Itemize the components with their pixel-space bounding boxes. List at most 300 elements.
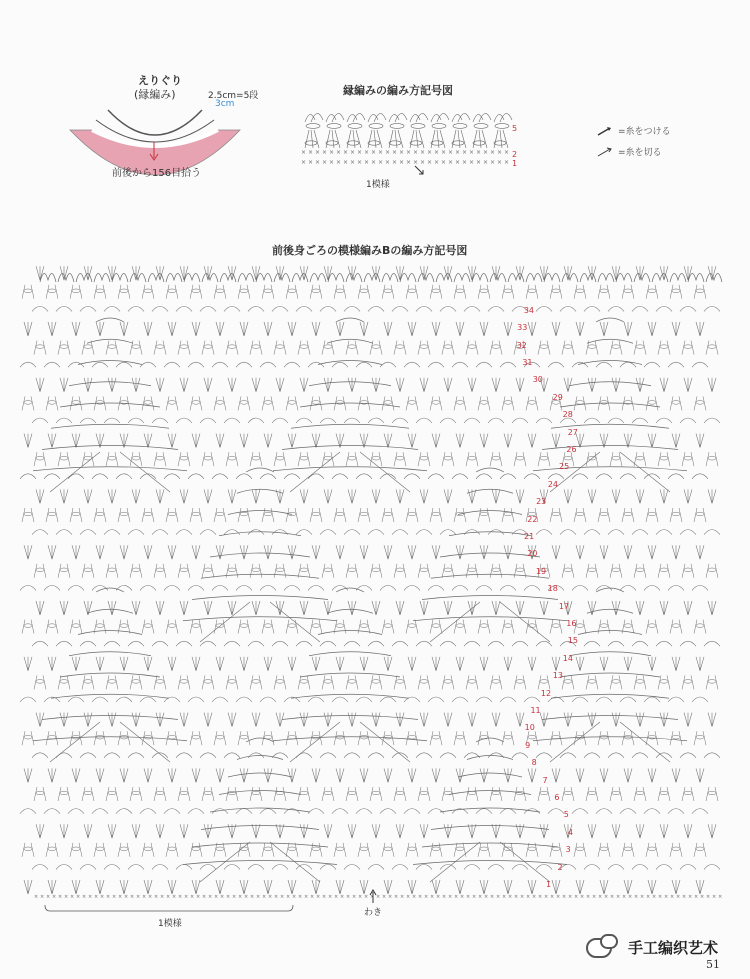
dc-fan-mark xyxy=(492,378,500,392)
sc-stitch-mark: × xyxy=(371,159,377,166)
chain-arc-mark xyxy=(428,474,444,479)
picot-mark xyxy=(410,113,428,122)
chain-loop-mark xyxy=(288,401,296,405)
chain-loop-mark xyxy=(132,345,140,349)
dc-fan-mark xyxy=(144,434,152,448)
dc-fan-mark xyxy=(156,601,164,615)
chain-arc-mark xyxy=(596,474,612,479)
dc-fan-mark xyxy=(348,378,356,392)
chain-loop-mark xyxy=(368,141,380,145)
chain-loop-mark xyxy=(372,568,380,572)
dc-fan-mark xyxy=(528,880,536,894)
chain-loop-mark xyxy=(564,680,572,684)
chain-loop-mark xyxy=(84,345,92,349)
picot-mark xyxy=(310,273,326,282)
row-number-18: 18 xyxy=(547,584,558,594)
chain-loop-mark xyxy=(492,345,500,349)
chain-loop-mark xyxy=(347,141,359,145)
chain-loop-mark xyxy=(204,456,212,460)
sc-stitch-mark: × xyxy=(420,159,426,166)
sc-stitch-mark: × xyxy=(308,159,314,166)
chain-arc-mark xyxy=(464,418,480,423)
dc-stitch-mark xyxy=(682,452,694,466)
dc-stitch-mark xyxy=(646,396,658,410)
sc-stitch-mark: × xyxy=(604,894,609,900)
dc-fan-mark xyxy=(132,824,140,838)
chain-loop-mark xyxy=(120,289,128,293)
dc-fan-mark xyxy=(396,489,404,503)
join-arrow-mark xyxy=(415,166,423,174)
dc-fan-mark xyxy=(96,657,104,671)
chain-arc-mark xyxy=(416,641,432,646)
pineapple-arc-mark xyxy=(33,467,187,471)
chain-arc-mark xyxy=(320,864,336,869)
chain-arc-mark xyxy=(404,474,420,479)
dc-stitch-mark xyxy=(22,285,34,299)
dc-fan-mark xyxy=(264,322,272,336)
chain-loop-mark xyxy=(516,568,524,572)
chain-loop-mark xyxy=(408,512,416,516)
dc-stitch-mark xyxy=(334,508,346,522)
dc-stitch-mark xyxy=(658,675,670,689)
chain-loop-mark xyxy=(360,289,368,293)
chain-arc-mark xyxy=(476,362,492,367)
dc-fan-mark xyxy=(600,768,608,782)
chain-arc-mark xyxy=(104,753,120,758)
dc-stitch-mark xyxy=(34,341,46,355)
dc-stitch-mark xyxy=(46,731,58,745)
dc-stitch-mark xyxy=(598,731,610,745)
chain-loop-mark xyxy=(480,847,488,851)
chain-loop-mark xyxy=(636,345,644,349)
pineapple-arc-mark xyxy=(587,339,633,343)
legend xyxy=(596,124,671,158)
chain-loop-mark xyxy=(48,401,56,405)
pineapple-arc-mark xyxy=(282,446,418,450)
dc-fan-mark xyxy=(84,489,92,503)
pineapple-arc-mark xyxy=(318,631,382,635)
chain-arc-mark xyxy=(464,306,480,311)
sc-stitch-mark: × xyxy=(520,894,525,900)
chain-loop-mark xyxy=(144,735,152,739)
sc-stitch-mark: × xyxy=(322,894,327,900)
chain-arc-mark xyxy=(104,418,120,423)
chain-loop-mark xyxy=(336,624,344,628)
pineapple-arc-mark xyxy=(51,424,169,428)
chain-arc-mark xyxy=(32,306,48,311)
sc-stitch-mark: × xyxy=(388,894,393,900)
sc-stitch-mark: × xyxy=(628,894,633,900)
dc-fan-mark xyxy=(180,601,188,615)
sc-stitch-mark: × xyxy=(130,894,135,900)
dc-stitch-mark xyxy=(106,564,118,578)
chain-loop-mark xyxy=(672,401,680,405)
dc-fan-mark xyxy=(360,657,368,671)
chain-loop-mark xyxy=(168,512,176,516)
dc-fan-mark xyxy=(216,434,224,448)
chain-loop-mark xyxy=(192,847,200,851)
dc-fan-mark xyxy=(696,434,704,448)
chain-loop-mark xyxy=(540,791,548,795)
chain-loop-mark xyxy=(453,124,467,129)
sc-stitch-mark: × xyxy=(550,894,555,900)
dc-stitch-mark xyxy=(526,285,538,299)
sc-stitch-mark: × xyxy=(496,894,501,900)
dc-stitch-mark xyxy=(550,285,562,299)
dc-fan-mark xyxy=(576,545,584,559)
dc-stitch-mark xyxy=(478,620,490,634)
picot-mark xyxy=(473,113,491,122)
picot-mark xyxy=(598,273,614,282)
dc-fan-mark xyxy=(240,768,248,782)
chain-loop-mark xyxy=(516,456,524,460)
chain-loop-mark xyxy=(192,735,200,739)
dc-stitch-mark xyxy=(490,452,502,466)
dc-fan-mark xyxy=(456,768,464,782)
dc-stitch-mark xyxy=(622,731,634,745)
chain-arc-mark xyxy=(464,864,480,869)
chain-loop-mark xyxy=(276,568,284,572)
dc-fan-mark xyxy=(24,768,32,782)
sc-stitch-mark: × xyxy=(178,894,183,900)
dc-fan-mark xyxy=(216,545,224,559)
dc-fan-mark xyxy=(48,880,56,894)
chain-loop-mark xyxy=(312,847,320,851)
dc-fan-mark xyxy=(120,768,128,782)
chain-arc-mark xyxy=(188,809,204,814)
pineapple-arc-mark xyxy=(327,609,373,613)
chain-loop-mark xyxy=(72,847,80,851)
pineapple-arc-mark xyxy=(467,756,513,760)
chain-arc-mark xyxy=(416,530,432,535)
chain-loop-mark xyxy=(396,456,404,460)
dc-fan-mark xyxy=(360,322,368,336)
chain-arc-mark xyxy=(296,641,312,646)
sc-stitch-mark: × xyxy=(418,894,423,900)
pineapple-arc-mark xyxy=(476,468,504,472)
chain-loop-mark xyxy=(348,456,356,460)
sc-stitch-mark: × xyxy=(124,894,129,900)
chain-loop-mark xyxy=(389,141,401,145)
dc-stitch-mark xyxy=(34,564,46,578)
chain-loop-mark xyxy=(444,345,452,349)
sc-stitch-mark: × xyxy=(350,159,356,166)
dc-stitch-mark xyxy=(286,620,298,634)
dc-stitch-mark xyxy=(346,675,358,689)
chain-arc-mark xyxy=(92,697,108,702)
chain-arc-mark xyxy=(188,474,204,479)
dc-stitch-mark xyxy=(418,452,430,466)
chain-arc-mark xyxy=(140,362,156,367)
chain-loop-mark xyxy=(264,289,272,293)
chain-arc-mark xyxy=(236,585,252,590)
collar-pickup-note: 前後から156目拾う xyxy=(112,168,202,179)
chain-loop-mark xyxy=(612,568,620,572)
dc-stitch-mark xyxy=(58,564,70,578)
dc-stitch-mark xyxy=(658,787,670,801)
sc-stitch-mark: × xyxy=(448,159,454,166)
dc-stitch-mark xyxy=(466,787,478,801)
chain-arc-mark xyxy=(404,585,420,590)
dc-fan-mark xyxy=(552,434,560,448)
chain-arc-mark xyxy=(656,306,672,311)
dc-stitch-mark xyxy=(622,508,634,522)
dc-stitch-mark xyxy=(70,285,82,299)
sc-stitch-mark: × xyxy=(406,149,412,156)
dc-fan-mark xyxy=(552,880,560,894)
chain-loop-mark xyxy=(288,624,296,628)
dc-stitch-mark xyxy=(154,675,166,689)
chain-loop-mark xyxy=(252,345,260,349)
chain-loop-mark xyxy=(492,568,500,572)
dc-fan-mark xyxy=(528,434,536,448)
dc-stitch-mark xyxy=(694,731,706,745)
edging-repeat-label: 1模様 xyxy=(366,180,390,190)
chain-arc-mark xyxy=(224,641,240,646)
collar-dim-width: 3cm xyxy=(215,99,235,109)
dc-stitch-mark xyxy=(94,508,106,522)
dc-stitch-mark xyxy=(538,452,550,466)
picot-mark xyxy=(508,273,524,282)
dc-stitch-mark xyxy=(202,675,214,689)
sc-stitch-mark: × xyxy=(616,894,621,900)
chain-arc-mark xyxy=(332,697,348,702)
chain-arc-mark xyxy=(416,306,432,311)
chain-loop-mark xyxy=(624,847,632,851)
pineapple-arc-mark xyxy=(87,339,133,343)
pineapple-arc-mark xyxy=(96,588,124,592)
dc-stitch-mark xyxy=(562,787,574,801)
dc-fan-mark xyxy=(132,601,140,615)
dc-fan-mark xyxy=(168,545,176,559)
dc-stitch-mark xyxy=(262,843,274,857)
chain-arc-mark xyxy=(284,362,300,367)
dc-stitch-mark xyxy=(502,731,514,745)
dc-stitch-mark xyxy=(274,675,286,689)
sc-stitch-mark: × xyxy=(526,894,531,900)
chain-arc-mark xyxy=(344,530,360,535)
chain-arc-mark xyxy=(596,697,612,702)
dc-fan-mark xyxy=(408,545,416,559)
chain-loop-mark xyxy=(132,568,140,572)
dc-fan-mark xyxy=(420,824,428,838)
dc-stitch-mark xyxy=(370,675,382,689)
chain-arc-mark xyxy=(68,362,84,367)
pineapple-arc-mark xyxy=(467,489,513,493)
dc-fan-mark xyxy=(228,713,236,727)
dc-fan-mark xyxy=(684,713,692,727)
chain-arc-mark xyxy=(536,306,552,311)
dc-stitch-mark xyxy=(610,452,622,466)
chain-loop-mark xyxy=(636,568,644,572)
sc-stitch-mark: × xyxy=(301,159,307,166)
dc-fan-mark xyxy=(156,824,164,838)
dc-fan-mark xyxy=(180,378,188,392)
dc-fan-mark xyxy=(348,489,356,503)
pineapple-arc-mark xyxy=(422,596,558,600)
chain-loop-mark xyxy=(588,568,596,572)
dc-fan-mark xyxy=(636,601,644,615)
dc-fan-mark xyxy=(564,378,572,392)
chain-arc-mark xyxy=(272,306,288,311)
pineapple-arc-mark xyxy=(309,652,391,656)
dc-stitch-mark xyxy=(586,787,598,801)
chain-arc-mark xyxy=(656,530,672,535)
chain-arc-mark xyxy=(260,474,276,479)
chain-arc-mark xyxy=(356,362,372,367)
chain-loop-mark xyxy=(636,791,644,795)
dc-fan-mark xyxy=(372,489,380,503)
chain-arc-mark xyxy=(356,809,372,814)
pineapple-arc-mark xyxy=(201,574,319,578)
dc-fan-mark xyxy=(384,880,392,894)
dc-stitch-mark xyxy=(94,731,106,745)
dc-fan-mark xyxy=(96,768,104,782)
chain-arc-mark xyxy=(80,306,96,311)
chain-loop-mark xyxy=(474,124,488,129)
chain-arc-mark xyxy=(440,753,456,758)
picot-mark xyxy=(112,273,128,282)
side-marker-arrow xyxy=(369,889,377,903)
dc-stitch-mark xyxy=(406,843,418,857)
collar-diagram xyxy=(60,70,259,200)
chain-arc-mark xyxy=(560,753,576,758)
dc-fan-mark xyxy=(396,824,404,838)
dc-stitch-mark xyxy=(370,452,382,466)
chain-arc-mark xyxy=(632,753,648,758)
chain-loop-mark xyxy=(288,847,296,851)
chain-arc-mark xyxy=(488,418,504,423)
collar-shape xyxy=(60,100,250,200)
chain-loop-mark xyxy=(252,680,260,684)
chain-loop-mark xyxy=(672,624,680,628)
dc-stitch-mark xyxy=(262,396,274,410)
chain-loop-mark xyxy=(396,680,404,684)
chain-loop-mark xyxy=(504,512,512,516)
chain-loop-mark xyxy=(600,735,608,739)
dc-stitch-mark xyxy=(262,620,274,634)
dc-stitch-mark xyxy=(118,731,130,745)
dc-fan-mark xyxy=(504,657,512,671)
dc-fan-mark xyxy=(432,322,440,336)
chain-loop-mark xyxy=(369,124,383,129)
chain-arc-mark xyxy=(380,585,396,590)
chain-arc-mark xyxy=(200,641,216,646)
sc-stitch-mark: × xyxy=(490,149,496,156)
chain-loop-mark xyxy=(672,735,680,739)
chain-loop-mark xyxy=(384,512,392,516)
picot-mark xyxy=(347,113,365,122)
dc-fan-mark xyxy=(180,824,188,838)
dc-stitch-mark xyxy=(166,396,178,410)
chain-arc-mark xyxy=(428,362,444,367)
dc-stitch-mark xyxy=(46,285,58,299)
row-number-28: 28 xyxy=(562,410,573,420)
pineapple-arc-mark xyxy=(413,617,567,621)
row-number-22: 22 xyxy=(527,514,538,524)
dc-fan-mark xyxy=(516,489,524,503)
sc-stitch-mark: × xyxy=(399,159,405,166)
dc-stitch-mark xyxy=(142,508,154,522)
chain-loop-mark xyxy=(36,791,44,795)
sc-stitch-mark: × xyxy=(118,894,123,900)
dc-fan-mark xyxy=(456,322,464,336)
dc-fan-mark xyxy=(660,713,668,727)
chain-loop-mark xyxy=(216,735,224,739)
picot-mark xyxy=(472,273,488,282)
pineapple-arc-mark xyxy=(42,446,178,450)
dc-fan-mark xyxy=(300,713,308,727)
sc-stitch-mark: × xyxy=(478,894,483,900)
pineapple-arc-mark xyxy=(458,773,522,777)
chain-arc-mark xyxy=(548,474,564,479)
side-label: わき xyxy=(364,908,383,918)
dc-stitch-mark xyxy=(22,731,34,745)
dc-stitch-mark xyxy=(406,620,418,634)
chain-loop-mark xyxy=(120,847,128,851)
chain-arc-mark xyxy=(44,809,60,814)
dc-fan-mark xyxy=(144,657,152,671)
chain-loop-mark xyxy=(456,401,464,405)
sc-stitch-mark: × xyxy=(298,894,303,900)
dc-stitch-mark xyxy=(466,341,478,355)
dc-stitch-mark xyxy=(202,341,214,355)
chain-loop-mark xyxy=(660,456,668,460)
chain-loop-mark xyxy=(540,680,548,684)
dc-fan-mark xyxy=(516,378,524,392)
dc-fan-mark xyxy=(60,378,68,392)
dc-stitch-mark xyxy=(154,452,166,466)
dc-fan-mark xyxy=(660,489,668,503)
chain-loop-mark xyxy=(336,847,344,851)
chain-loop-mark xyxy=(600,624,608,628)
chain-arc-mark xyxy=(164,585,180,590)
dc-fan-mark xyxy=(396,378,404,392)
wechat-icon xyxy=(586,938,612,958)
dc-stitch-mark xyxy=(694,843,706,857)
dc-stitch-mark xyxy=(682,787,694,801)
pineapple-arc-mark xyxy=(542,716,678,720)
dc-stitch-mark xyxy=(550,620,562,634)
dc-stitch-mark xyxy=(94,285,106,299)
chain-arc-mark xyxy=(380,809,396,814)
row-number-12: 12 xyxy=(540,688,552,698)
chain-arc-mark xyxy=(392,530,408,535)
chain-loop-mark xyxy=(228,456,236,460)
dc-fan-mark xyxy=(96,880,104,894)
dc-fan-mark xyxy=(348,601,356,615)
row-number-11: 11 xyxy=(530,706,541,715)
chain-arc-mark xyxy=(236,362,252,367)
chain-arc-mark xyxy=(80,530,96,535)
chain-loop-mark xyxy=(696,624,704,628)
chain-arc-mark xyxy=(596,362,612,367)
chain-loop-mark xyxy=(168,401,176,405)
sc-stitch-mark: × xyxy=(382,894,387,900)
dc-stitch-mark xyxy=(442,675,454,689)
dc-stitch-mark xyxy=(130,787,142,801)
dc-stitch-mark xyxy=(394,341,406,355)
chain-arc-mark xyxy=(368,306,384,311)
dc-fan-mark xyxy=(108,713,116,727)
dc-fan-mark xyxy=(600,880,608,894)
chain-loop-mark xyxy=(516,680,524,684)
chain-loop-mark xyxy=(240,512,248,516)
chain-loop-mark xyxy=(648,847,656,851)
dc-fan-mark xyxy=(492,489,500,503)
sc-stitch-mark: × xyxy=(462,149,468,156)
sc-stitch-mark: × xyxy=(214,894,219,900)
